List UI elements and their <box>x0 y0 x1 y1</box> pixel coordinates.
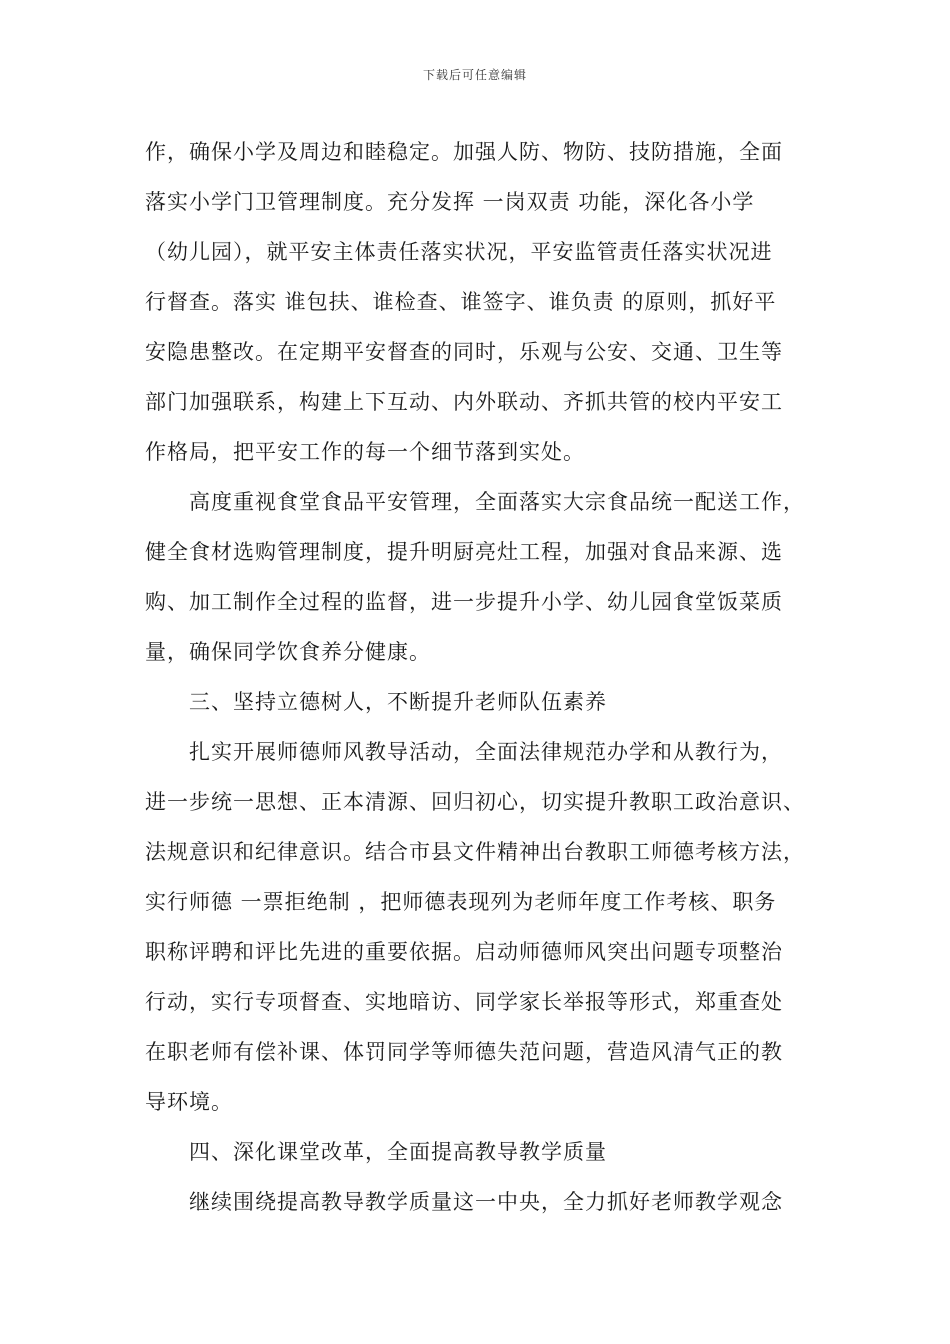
page-header: 下载后可任意编辑 <box>422 68 527 82</box>
body-text-line: 在职老师有偿补课、体罚同学等师德失范问题，营造风清气正的教 <box>145 1040 783 1064</box>
body-text-line: （幼儿园），就平安主体责任落实状况，平安监管责任落实状况进 <box>145 240 773 264</box>
paragraph-first-line: 扎实开展师德师风教导活动，全面法律规范办学和从教行为， <box>189 740 783 764</box>
section-heading: 三、坚持立德树人，不断提升老师队伍素养 <box>189 690 607 714</box>
body-text-line: 作，确保小学及周边和睦稳定。加强人防、物防、技防措施，全面 <box>145 140 783 164</box>
body-text-line: 安隐患整改。在定期平安督查的同时，乐观与公安、交通、卫生等 <box>145 340 783 364</box>
body-text-line: 进一步统一思想、正本清源、回归初心，切实提升教职工政治意识、 <box>145 790 805 814</box>
body-text-line: 职称评聘和评比先进的重要依据。启动师德师风突出问题专项整治 <box>145 940 783 964</box>
paragraph-first-line: 高度重视食堂食品平安管理，全面落实大宗食品统一配送工作， <box>189 490 805 514</box>
body-text-line: 行动，实行专项督查、实地暗访、同学家长举报等形式，郑重查处 <box>145 990 783 1014</box>
body-text-line: 法规意识和纪律意识。结合市县文件精神出台教职工师德考核方法， <box>145 840 805 864</box>
body-text-line: 量，确保同学饮食养分健康。 <box>145 640 431 664</box>
body-text-line: 购、加工制作全过程的监督，进一步提升小学、幼儿园食堂饭菜质 <box>145 590 783 614</box>
paragraph-first-line: 继续围绕提高教导教学质量这一中央，全力抓好老师教学观念 <box>189 1190 783 1214</box>
body-text-line: 导环境。 <box>145 1090 233 1114</box>
body-text-line: 行督查。落实 谁包扶、谁检查、谁签字、谁负责 的原则，抓好平 <box>145 290 777 314</box>
section-heading: 四、深化课堂改革，全面提高教导教学质量 <box>189 1140 607 1164</box>
body-text-line: 健全食材选购管理制度，提升明厨亮灶工程，加强对食品来源、选 <box>145 540 783 564</box>
body-text-line: 部门加强联系，构建上下互动、内外联动、齐抓共管的校内平安工 <box>145 390 783 414</box>
body-text-line: 实行师德 一票拒绝制 ，把师德表现列为老师年度工作考核、职务 <box>145 890 777 914</box>
body-text-line: 作格局，把平安工作的每一个细节落到实处。 <box>145 440 585 464</box>
body-text-line: 落实小学门卫管理制度。充分发挥 一岗双责 功能，深化各小学 <box>145 190 755 214</box>
